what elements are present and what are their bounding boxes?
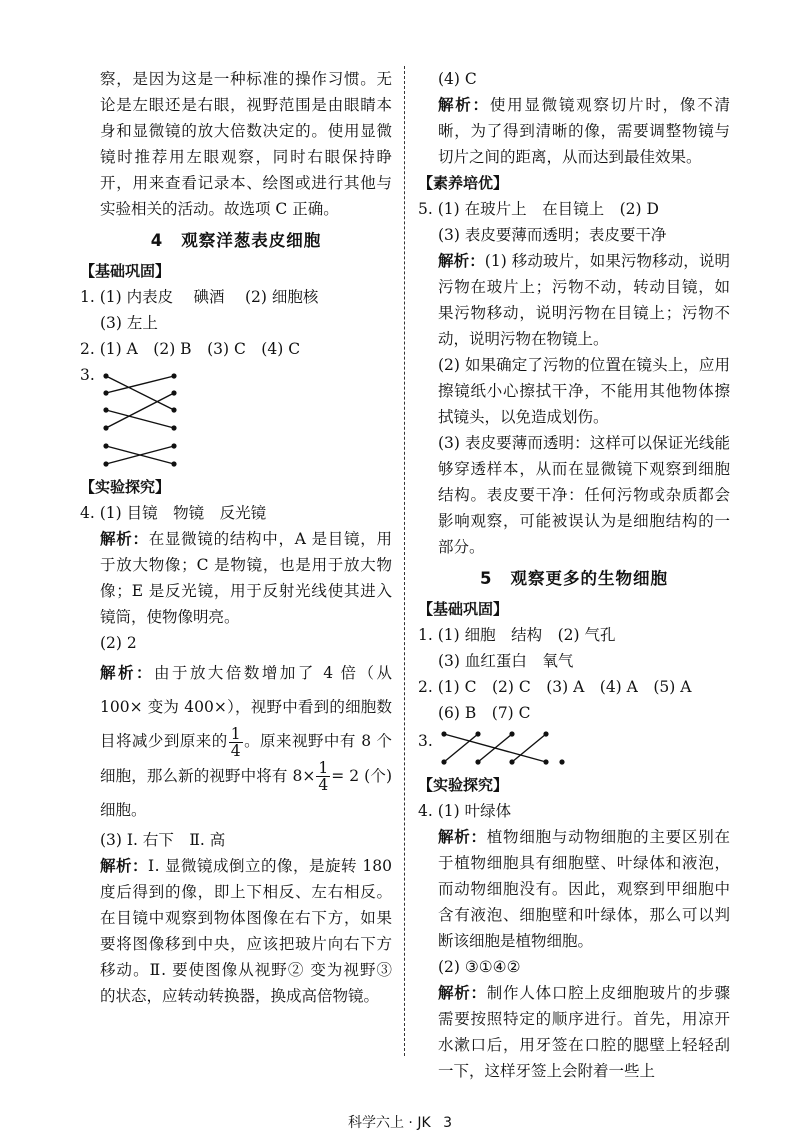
analysis-label: 解析： [100, 530, 149, 548]
q1-answer-cont: (3) 左上 [100, 314, 158, 332]
footer-subject: 科学六上 · JK [347, 1115, 431, 1131]
q5-analysis-1: 解析：(1) 移动玻片，如果污物移动，说明污物在玻片上；污物不动，转动目镜，如果污物移动，说明污物在目镜上；污物不动，说明污物在物镜上。 [438, 252, 730, 348]
q3-label: 3. [80, 366, 95, 384]
lesson-number: 4 [150, 231, 164, 250]
section-advanced: 【素养培优】 [418, 174, 509, 192]
q4-4-answer: (4) C [438, 70, 477, 88]
analysis-label: 解析： [438, 828, 487, 846]
e4-1-analysis: 解析：植物细胞与动物细胞的主要区别在于植物细胞具有细胞壁、叶绿体和液泡，而动物细胞没有。因此，观察到甲细胞中含有液泡、细胞壁和叶绿体，那么可以判断该细胞是植物细胞。 [438, 828, 730, 950]
q1-answer: 1. (1) 内表皮 碘酒 (2) 细胞核 [80, 288, 319, 306]
e4-2-answer: (2) ③①④② [438, 958, 521, 976]
answer-continuation: 察，是因为这是一种标准的操作习惯。无论是左眼还是右眼，视野范围是由眼睛本身和显微镜的放大倍数决定的。使用显微镜时推荐用左眼观察，同时右眼保持睁开，用来查看记录本、绘图或进行其他与实验相关的活动。故选项 C 正确。 [100, 70, 392, 218]
e4-2-analysis: 解析：制作人体口腔上皮细胞玻片的步骤需要按照特定的顺序进行。首先，用凉开水漱口后，用牙签在口腔的腮壁上轻轻刮一下，这样牙签上会附着一些上 [438, 984, 730, 1080]
b3-label: 3. [418, 732, 433, 750]
analysis-label: 解析： [100, 857, 148, 875]
q5-answer-cont: (3) 表皮要薄而透明；表皮要干净 [438, 226, 667, 244]
b2-answer: 2. (1) C (2) C (3) A (4) A (5) A [418, 678, 692, 696]
q4-3-answer: (3) Ⅰ. 右下 Ⅱ. 高 [100, 831, 226, 849]
fraction-one-quarter: $\frac{1}{4}$ [230, 724, 241, 760]
lesson-number: 5 [480, 569, 493, 588]
b2-answer-cont: (6) B (7) C [438, 704, 531, 722]
b1-answer: 1. (1) 细胞 结构 (2) 气孔 [418, 626, 616, 644]
matching-lines-figure [438, 726, 568, 770]
section-basic: 【基础巩固】 [418, 600, 509, 618]
lesson-4-title [80, 228, 392, 254]
lesson-title: 观察更多的生物细胞 [510, 569, 668, 588]
q5-analysis-2: (2) 如果确定了污物的位置在镜头上，应用擦镜纸小心擦拭干净，不能用其他物体擦拭镜头，以免造成划伤。 [438, 356, 730, 426]
q4-2-analysis: 解析：由于放大倍数增加了 4 倍（从 100× 变为 400×），视野中看到的细胞数目将减少到原来的 $\frac{1}{4}$ 。原来视野中有 8 个细胞，那么新的视野中将有 8× $\frac{1}{4}$ = 2 (个) 细胞。 [100, 664, 392, 819]
q4-1-answer: 4. (1) 目镜 物镜 反光镜 [80, 504, 267, 522]
page-footer [0, 1110, 800, 1136]
q2-answer: 2. (1) A (2) B (3) C (4) C [80, 340, 301, 358]
q5-answer: 5. (1) 在玻片上 在目镜上 (2) D [418, 200, 659, 218]
column-divider [404, 66, 405, 1056]
matching-lines-figure [100, 362, 190, 474]
analysis-label: 解析： [100, 664, 154, 682]
analysis-label: 解析： [438, 96, 490, 114]
q5-analysis-3: (3) 表皮要薄而透明：这样可以保证光线能够穿透样本，从而在显微镜下观察到细胞结构。表皮要干净：任何污物或杂质都会影响观察，可能被误认为是细胞结构的一部分。 [438, 434, 730, 556]
q3-answer [80, 362, 392, 474]
fraction-one-quarter: $\frac{1}{4}$ [318, 759, 329, 794]
page-number: 3 [443, 1115, 453, 1131]
e4-1-answer: 4. (1) 叶绿体 [418, 802, 512, 820]
section-experiment: 【实验探究】 [80, 478, 171, 496]
section-experiment: 【实验探究】 [418, 776, 509, 794]
lesson-5-title [418, 566, 730, 592]
q4-1-analysis: 解析：在显微镜的结构中，A 是目镜，用于放大物像；C 是物镜，也是用于放大物像；E 是反光镜，用于反射光线使其进入镜筒，使物像明亮。 [100, 530, 392, 626]
b1-answer-cont: (3) 血红蛋白 氧气 [438, 652, 574, 670]
section-basic: 【基础巩固】 [80, 262, 171, 280]
right-column [418, 66, 730, 1084]
analysis-label: 解析： [438, 984, 487, 1002]
lesson-title: 观察洋葱表皮细胞 [181, 231, 322, 250]
q4-3-analysis: 解析：Ⅰ. 显微镜成倒立的像，是旋转 180 度后得到的像，即上下相反、左右相反。在目镜中观察到物体图像在右下方，如果要将图像移到中央，应该把玻片向右下方移动。Ⅱ. 要使图像从视野② 变为视野③ 的状态，应转动转换器，换成高倍物镜。 [100, 857, 392, 1005]
q4-4-analysis: 解析：使用显微镜观察切片时，像不清晰，为了得到清晰的像，需要调整物镜与切片之间的距离，从而达到最佳效果。 [438, 96, 730, 166]
left-column [80, 66, 392, 1009]
analysis-label: 解析： [438, 252, 485, 270]
q4-2-answer: (2) 2 [100, 634, 137, 652]
b3-answer [418, 726, 730, 772]
